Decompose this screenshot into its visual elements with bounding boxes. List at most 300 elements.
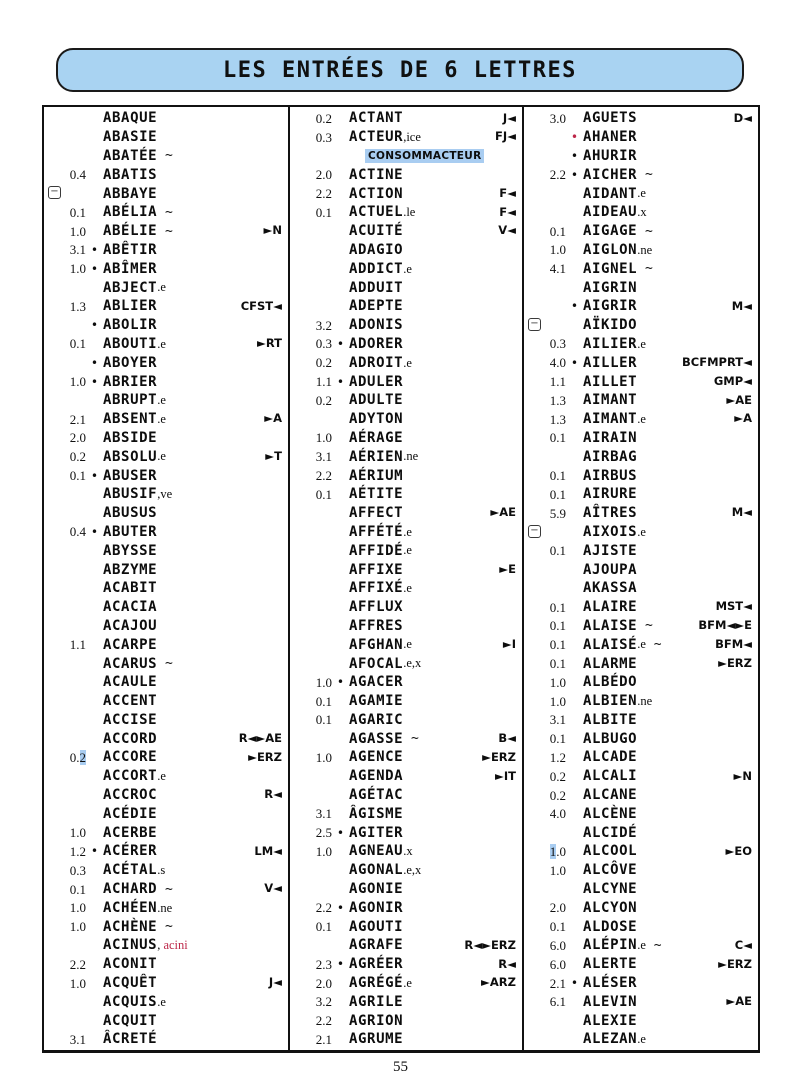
entry-word: ABÊTIR [103,241,158,258]
entry-row [44,711,288,730]
entry-row [44,353,288,372]
hook-letters: CFST◄ [240,298,282,313]
entry-row [524,823,758,842]
highlighted-sub-entry: CONSOMMACTEUR [365,149,484,164]
entry-word: ABOUTI [103,335,158,352]
verb-bullet-icon: • [90,468,99,483]
entry-frequency: 1.1 [549,374,566,390]
entry-frequency: 1.0 [69,825,86,841]
entry-row [44,278,288,297]
entry-row [44,823,288,842]
entry-frequency: 1.1 [69,637,86,653]
entry-row [524,711,758,730]
entry-frequency: 0.3 [315,336,332,352]
entry-row [44,861,288,880]
entry-word: ALCANE [583,787,638,804]
entry-row [44,391,288,410]
entry-frequency: 1.0 [549,693,566,709]
entry-word: ALCIDÉ [583,824,638,841]
entry-flexion-suffix: , [157,938,161,953]
hook-letters: MST◄ [715,599,752,614]
entry-row [44,936,288,955]
entry-frequency: 0.2 [315,355,332,371]
collapse-minus-icon[interactable]: − [528,318,541,331]
entry-word: ADDUIT [349,279,404,296]
entry-word: ACABIT [103,580,158,597]
entry-word: ADONIS [349,317,404,334]
entry-word: ACÉRER [103,843,158,860]
entry-row [524,598,758,617]
entry-word: AGRAFE [349,937,404,954]
verb-bullet-icon: • [570,167,579,182]
entry-word: AILLER [583,354,638,371]
entry-word: ABLIER [103,298,158,315]
entry-frequency: 2.0 [549,900,566,916]
verb-bullet-icon: • [90,524,99,539]
entry-row [290,184,522,203]
entry-word: ÂGISME [349,805,404,822]
entry-word: ALÉPIN [583,937,638,954]
entry-frequency: 5.9 [549,505,566,521]
collapse-minus-icon[interactable]: − [48,186,61,199]
entry-row [524,748,758,767]
entry-frequency: 2.2 [315,186,332,202]
entry-row [44,109,288,128]
entry-row [290,861,522,880]
entry-word: ALAIRE [583,599,638,616]
entry-row [290,523,522,542]
entry-word: AGRÉER [349,956,404,973]
entry-row [290,541,522,560]
entry-word: AIMANT [583,411,638,428]
entry-word: ABOYER [103,354,158,371]
entry-row [44,165,288,184]
entry-word: ACERBE [103,824,158,841]
highlighted-digit: 1 [549,843,557,859]
entry-row [290,241,522,260]
entry-word: ABBAYE [103,185,158,202]
entry-flexion-suffix: ,ve [157,487,173,502]
entry-word: ABSENT [103,411,158,428]
entry-frequency: 1.0 [69,919,86,935]
entry-frequency: 1.0 [549,862,566,878]
entry-row [524,259,758,278]
entry-frequency: 6.0 [549,956,566,972]
hook-letters: M◄ [731,505,752,520]
hook-letters: J◄ [502,110,516,125]
invariable-tilde: ~ [157,223,173,239]
entry-row [524,861,758,880]
hook-letters: ►RT [256,336,282,351]
entry-frequency: 0.1 [549,656,566,671]
entry-frequency: 0.1 [549,543,566,559]
entry-row [290,1011,522,1030]
entry-row [44,429,288,448]
hook-letters: ►N [733,768,752,783]
hook-letters: ►T [265,448,282,463]
invariable-tilde: ~ [637,167,653,183]
entry-row [290,786,522,805]
entry-frequency: 3.1 [69,242,86,258]
entry-word: AJISTE [583,542,638,559]
entry-flexion-suffix: .e [403,524,412,539]
entry-word: AFFIDÉ [349,542,404,559]
entry-word: AFFECT [349,505,404,522]
entry-word: AILIER [583,335,638,352]
entry-row [524,203,758,222]
entry-row [44,898,288,917]
entry-word: ABUSER [103,467,158,484]
entry-flexion-suffix: .e [403,261,412,276]
entry-row [290,711,522,730]
entry-row [290,729,522,748]
entry-word: ABÎMER [103,260,158,277]
entry-word: ABRUPT [103,392,158,409]
entry-frequency: 0.4 [69,524,86,540]
entry-flexion-suffix: .e [403,975,412,990]
entry-frequency: 0.1 [549,618,566,634]
entry-frequency: 2.2 [315,468,332,484]
entry-row [524,429,758,448]
entry-frequency: 4.0 [549,806,566,822]
entry-word: ABSIDE [103,429,158,446]
entry-flexion-suffix: .e [157,393,166,408]
entry-frequency: 1.0 [315,749,332,765]
entry-row [290,391,522,410]
entry-row [524,898,758,917]
entry-word: AKASSA [583,580,638,597]
entry-frequency: 2.0 [315,975,332,991]
entry-word: AGRION [349,1012,404,1029]
hook-letters: R◄ [264,787,282,802]
entry-word: AGONIE [349,881,404,898]
entry-row [44,767,288,786]
entry-word: ABUSUS [103,505,158,522]
entry-row [524,447,758,466]
entry-word: ALEZAN [583,1031,638,1048]
entry-frequency: 2.2 [549,167,566,183]
entry-row [44,203,288,222]
entry-row [524,579,758,598]
entry-word: AFFRES [349,617,404,634]
entry-word: ALDOSE [583,918,638,935]
entry-frequency: 0.1 [549,919,566,935]
invariable-tilde: ~ [637,618,653,634]
entry-row [290,447,522,466]
entry-row [44,541,288,560]
hook-letters: ►AE [726,392,752,407]
entry-word: ACQUÊT [103,975,158,992]
entry-row [44,692,288,711]
entry-row [290,335,522,354]
entry-flexion-suffix: .e,x [403,863,422,878]
invariable-tilde: ~ [157,656,173,671]
entry-flexion-suffix: .e,x [403,656,422,671]
entry-row [44,635,288,654]
entry-row [44,335,288,354]
entry-frequency: 0.1 [315,919,332,935]
entry-word: ABYSSE [103,542,158,559]
collapse-minus-icon[interactable]: − [528,525,541,538]
entry-row [524,278,758,297]
entry-row [44,147,288,166]
verb-bullet-icon: • [336,336,345,351]
entry-row [524,560,758,579]
hook-letters: ►IT [495,768,516,783]
hook-letters: R◄►AE [238,730,282,745]
entry-word: ABZYME [103,561,158,578]
verb-bullet-icon: • [336,957,345,972]
entry-word: AIGNEL [583,260,638,277]
entry-row [44,748,288,767]
entry-word: ALARME [583,655,638,672]
entry-flexion-suffix: .ne [157,900,173,915]
entry-frequency: 0.2 [69,449,86,465]
entry-frequency: 0.3 [69,862,86,878]
entry-frequency: 2.1 [549,975,566,991]
entry-word: ALEVIN [583,993,638,1010]
entry-row [524,391,758,410]
entry-row [290,353,522,372]
entry-row [44,466,288,485]
entry-frequency: 1.0 [315,674,332,690]
entry-word: ACHARD [103,881,158,898]
hook-letters: ►AE [726,994,752,1009]
entry-row [290,410,522,429]
entry-row [524,692,758,711]
entry-word: AIDANT [583,185,638,202]
entry-flexion-suffix: .x [403,844,413,859]
entry-word: ACQUIT [103,1012,158,1029]
entry-word: ADDICT [349,260,404,277]
entry-word: AFFIXÉ [349,580,404,597]
entry-frequency: 0.1 [69,336,86,352]
entry-word: ABJECT [103,279,158,296]
entry-row [290,109,522,128]
digit: . [556,843,560,859]
verb-bullet-icon: • [90,355,99,370]
entry-word: AÉRIEN [349,448,404,465]
entry-frequency: 1.0 [69,223,86,239]
entry-flexion-suffix: .e [637,186,646,201]
entry-row [290,823,522,842]
entry-word: ALCÔVE [583,862,638,879]
entry-frequency: 1.3 [549,411,566,427]
entry-row [524,128,758,147]
entry-frequency: 0.1 [549,599,566,615]
entry-word: AGAMIE [349,693,404,710]
entry-row [290,165,522,184]
entry-row [524,804,758,823]
entry-row [524,165,758,184]
entry-row [290,222,522,241]
hook-letters: M◄ [731,298,752,313]
entry-frequency: 1.0 [69,900,86,916]
entry-row [44,447,288,466]
entry-word: ALBIEN [583,693,638,710]
entry-row [290,598,522,617]
entry-row [290,1030,522,1049]
entry-frequency: 0.2 [549,768,566,784]
entry-row [290,128,522,147]
hook-letters: LM◄ [254,843,282,858]
entry-row [290,748,522,767]
entry-row [290,466,522,485]
entry-word: ACTION [349,185,404,202]
entry-row [524,617,758,636]
invariable-tilde: ~ [645,637,662,653]
entry-frequency [44,751,86,764]
entry-row [290,579,522,598]
entry-frequency: 0.1 [549,731,566,747]
page-title: LES ENTRÉES DE 6 LETTRES [223,57,577,83]
entry-frequency: 2.2 [315,1013,332,1029]
entry-word: ALCOOL [583,843,638,860]
entry-flexion-suffix: .le [403,205,416,220]
entry-frequency [524,845,566,858]
entry-word: AGITER [349,824,404,841]
hook-letters: ►ERZ [248,749,282,764]
entry-row [290,485,522,504]
verb-bullet-icon: • [570,148,579,163]
entry-row [44,579,288,598]
entry-row [524,917,758,936]
hook-letters: BCFMPRT◄ [682,355,752,369]
entry-flexion-suffix: .e [157,769,166,784]
entry-word: ALCADE [583,749,638,766]
entry-row [524,767,758,786]
entry-frequency: 3.1 [69,1031,86,1047]
entry-row [44,729,288,748]
entry-frequency: 1.0 [69,374,86,390]
entry-flexion-suffix: .e [157,449,166,464]
entry-frequency: 1.0 [315,843,332,859]
entry-row [290,992,522,1011]
entry-word: AGRILE [349,993,404,1010]
entry-frequency: 0.1 [315,204,332,220]
entry-frequency: 0.4 [69,167,86,183]
entry-frequency: 0.1 [549,430,566,446]
entry-flexion-suffix: .s [157,863,166,878]
hook-letters: ►ERZ [718,956,752,971]
entry-row [524,974,758,993]
entry-word: AÉTITE [349,486,404,503]
entry-row [290,635,522,654]
entry-word: AGARIC [349,711,404,728]
verb-bullet-icon: • [336,825,345,840]
entry-row [524,504,758,523]
entries-box [42,105,760,1053]
entry-frequency: 1.3 [69,298,86,314]
hook-letters: ►I [502,636,516,651]
hook-letters: ►A [264,411,282,426]
entry-frequency: 3.1 [315,806,332,822]
hook-letters: ►N [263,223,282,238]
entry-row [44,992,288,1011]
entry-row [524,335,758,354]
hook-letters: R◄►ERZ [464,937,516,952]
hook-letters: R◄ [498,956,516,971]
invariable-tilde: ~ [637,223,653,239]
entry-row [44,523,288,542]
entry-frequency: 3.2 [315,317,332,333]
entry-row [524,109,758,128]
entry-row [44,673,288,692]
entry-word: ALCALI [583,768,638,785]
entry-flexion-suffix: .e [637,938,646,953]
entry-frequency: 0.1 [315,712,332,728]
entry-row [524,372,758,391]
entry-word: ACARPE [103,636,158,653]
entry-row [524,992,758,1011]
entry-word: ABOLIR [103,317,158,334]
entry-word: AFGHAN [349,636,404,653]
invariable-tilde: ~ [403,731,419,747]
entry-row [290,504,522,523]
entry-word: AIRBUS [583,467,638,484]
hook-letters: C◄ [734,937,752,952]
entry-row [44,842,288,861]
entry-flexion-suffix: .e [157,994,166,1009]
entry-row [290,767,522,786]
hook-letters: BFM◄►E [698,618,752,633]
verb-bullet-icon: • [90,844,99,859]
entry-word: ABASIE [103,129,158,146]
entries-column-3 [524,107,758,1050]
entry-row [290,278,522,297]
entry-word: ABAQUE [103,110,158,127]
entry-row [44,128,288,147]
entry-flexion-suffix: .x [637,205,647,220]
entry-row [44,974,288,993]
entry-word: ACÉDIE [103,805,158,822]
entry-frequency: 2.5 [315,825,332,841]
hook-letters: F◄ [499,185,516,200]
entry-frequency: 2.3 [315,956,332,972]
entry-word: AFOCAL [349,655,404,672]
entry-word: AFFÉTÉ [349,523,404,540]
entry-flexion-suffix: .e [637,411,646,426]
entry-flexion-suffix: .e [637,336,646,351]
entry-flexion-suffix: .e [637,637,646,652]
entry-row [524,729,758,748]
entry-row [524,673,758,692]
hook-letters: F◄ [499,204,516,219]
entry-word: AGOUTI [349,918,404,935]
verb-bullet-icon: • [90,261,99,276]
digit: 0 [69,749,77,765]
verb-bullet-icon: • [90,242,99,257]
entry-row [290,673,522,692]
entry-row [524,1011,758,1030]
entry-frequency: 1.1 [315,374,332,390]
entry-word: ACÉTAL [103,862,158,879]
entry-row [44,955,288,974]
entry-word: ACTINE [349,166,404,183]
hook-letters: ►ERZ [482,749,516,764]
entry-frequency: 1.3 [549,392,566,408]
hook-letters: ►A [734,411,752,426]
entry-word: ADYTON [349,411,404,428]
entry-word: AIXOIS [583,523,638,540]
entry-word: AÉRAGE [349,429,404,446]
entry-row [290,955,522,974]
entry-row [44,316,288,335]
entry-frequency: 0.1 [549,468,566,484]
entry-plural-note: acini [160,938,188,953]
entry-word: AIRURE [583,486,638,503]
entry-word: ALBÉDO [583,674,638,691]
